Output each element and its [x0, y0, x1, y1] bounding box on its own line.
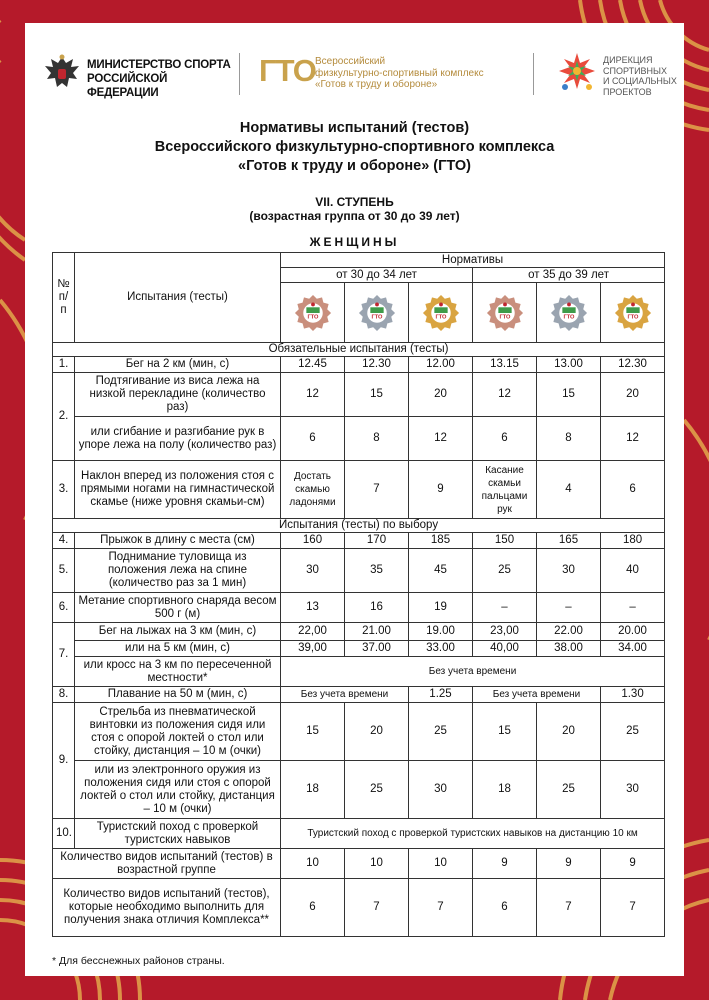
eagle-emblem-icon: [43, 53, 81, 93]
directorate-name: [603, 55, 677, 97]
norm-value: 10: [409, 849, 473, 879]
row-test: Наклон вперед из положения стоя с прямыми ногами на гимнастической скамье (ниже уровня скамьи-см): [75, 461, 281, 519]
norm-value: 12: [473, 373, 537, 417]
table-row: [53, 533, 665, 549]
norm-value: 10: [345, 849, 409, 879]
norm-value: 8: [345, 417, 409, 461]
norm-value: 160: [281, 533, 345, 549]
row-num: 9.: [53, 703, 75, 819]
norm-value: 185: [409, 533, 473, 549]
norm-value: 150: [473, 533, 537, 549]
medal-cell: [537, 283, 601, 343]
norm-value: 12.30: [345, 357, 409, 373]
table-row: [53, 549, 665, 593]
header: [25, 23, 684, 123]
footnote: * Для бесснежных районов страны.: [52, 955, 225, 967]
directorate-name-line-2: СПОРТИВНЫХ: [603, 65, 668, 76]
norm-value: 9: [601, 849, 665, 879]
table-row: [53, 623, 665, 641]
norm-value: Без учета времени: [281, 657, 665, 687]
medal-field: [370, 307, 383, 313]
table-row: [53, 417, 665, 461]
norm-value: 12.45: [281, 357, 345, 373]
norm-value: 22.00: [537, 623, 601, 641]
header-num: № п/п: [53, 253, 75, 343]
norm-value: 4: [537, 461, 601, 519]
row-test: Поднимание туловища из положения лежа на спине (количество раз за 1 мин): [75, 549, 281, 593]
medal-label: ГТО: [435, 314, 446, 321]
section-row: [53, 343, 665, 357]
gto-name-line-1: Всероссийский: [315, 56, 386, 67]
medal-field: [626, 307, 639, 313]
norm-value: 180: [601, 533, 665, 549]
table-row: [53, 357, 665, 373]
norm-value: 12.00: [409, 357, 473, 373]
row-test: Подтягивание из виса лежа на низкой перекладине (количество раз): [75, 373, 281, 417]
norm-value: 18: [281, 761, 345, 819]
norm-value: 30: [409, 761, 473, 819]
norm-value: 20: [345, 703, 409, 761]
header-tests: Испытания (тесты): [75, 253, 281, 343]
title-line-1: Нормативы испытаний (тестов): [239, 120, 470, 136]
norm-value: 25: [345, 761, 409, 819]
norm-value: 6: [281, 879, 345, 937]
norm-value: –: [537, 593, 601, 623]
medal-runner-head: [439, 302, 443, 306]
norm-value: 9: [537, 849, 601, 879]
gto-name-line-3: «Готов к труду и обороне»: [315, 79, 438, 90]
norm-value: 38.00: [537, 641, 601, 657]
medal-runner-head: [631, 302, 635, 306]
norm-value: 12.30: [601, 357, 665, 373]
norm-value: 13: [281, 593, 345, 623]
gto-mark: ГТО: [259, 53, 316, 88]
step-heading: [25, 195, 684, 223]
table-row: [53, 641, 665, 657]
norm-value: 12: [601, 417, 665, 461]
header-age-35-39: от 35 до 39 лет: [473, 268, 665, 283]
row-test: Количество видов испытаний (тестов) в возрастной группе: [53, 849, 281, 879]
gto-logo: [259, 51, 519, 97]
norm-value: 19: [409, 593, 473, 623]
norm-value: 20: [601, 373, 665, 417]
norm-value: 9: [473, 849, 537, 879]
table-row: [53, 819, 665, 849]
medal-label: ГТО: [371, 314, 382, 321]
norm-value: 25: [473, 549, 537, 593]
row-test: Прыжок в длину с места (см): [75, 533, 281, 549]
medal-label: ГТО: [627, 314, 639, 321]
norm-value: 40: [601, 549, 665, 593]
table-row: [53, 761, 665, 819]
norm-value: 12: [281, 373, 345, 417]
norm-value: 7: [601, 879, 665, 937]
title-line-2: Всероссийского физкультурно-спортивного комплекса: [154, 139, 555, 155]
table-row: [53, 657, 665, 687]
row-num: 2.: [53, 373, 75, 461]
row-num: 1.: [53, 357, 75, 373]
norm-value: 1.25: [409, 687, 473, 703]
title-line-3: «Готов к труду и обороне» (ГТО): [238, 158, 471, 174]
row-test: или кросс на 3 км по пересеченной местности*: [75, 657, 281, 687]
row-num: 3.: [53, 461, 75, 519]
row-num: 6.: [53, 593, 75, 623]
gto-name-line-2: физкультурно-спортивный комплекс: [315, 67, 484, 79]
norms-table: [52, 252, 665, 937]
row-test: Бег на лыжах на 3 км (мин, с): [75, 623, 281, 641]
bronze-medal-icon: [486, 294, 524, 332]
row-test: Метание спортивного снаряда весом 500 г (м): [75, 593, 281, 623]
norm-value: 6: [473, 879, 537, 937]
norm-value: 20: [537, 703, 601, 761]
norm-value: 22,00: [281, 623, 345, 641]
table-header-row: [53, 253, 665, 268]
age-group: (возрастная группа от 30 до 39 лет): [249, 209, 460, 223]
row-num: 5.: [53, 549, 75, 593]
medal-label: ГТО: [499, 314, 510, 321]
norm-value: 7: [537, 879, 601, 937]
medal-runner-head: [311, 302, 315, 306]
medal-cell: [601, 283, 665, 343]
row-test: Количество видов испытаний (тестов), которые необходимо выполнить для получения знака отличия Комплекса**: [53, 879, 281, 937]
norm-value: 1.30: [601, 687, 665, 703]
norm-value: 6: [473, 417, 537, 461]
row-test: Плавание на 50 м (мин, с): [75, 687, 281, 703]
norm-value: Достать скамью ладонями: [281, 461, 345, 519]
table-row: [53, 687, 665, 703]
row-test: Бег на 2 км (мин, с): [75, 357, 281, 373]
section-optional: Испытания (тесты) по выбору: [53, 519, 665, 533]
directorate-name-line-3: И СОЦИАЛЬНЫХ: [603, 76, 677, 86]
norm-value: 15: [473, 703, 537, 761]
norm-value: 170: [345, 533, 409, 549]
norm-value: Туристский поход с проверкой туристских навыков на дистанцию 10 км: [281, 819, 665, 849]
section-row: [53, 519, 665, 533]
medal-runner-head: [567, 302, 571, 306]
medal-runner-head: [503, 302, 507, 306]
medal-cell: [473, 283, 537, 343]
bronze-medal-icon: [294, 294, 332, 332]
norm-value: 30: [537, 549, 601, 593]
norm-value: 25: [409, 703, 473, 761]
directorate-logo: [555, 49, 684, 101]
table-row: [53, 593, 665, 623]
section-mandatory: Обязательные испытания (тесты): [53, 343, 665, 357]
directorate-name-line-1: ДИРЕКЦИЯ: [603, 55, 653, 65]
table-row: [53, 373, 665, 417]
gold-medal-icon: [422, 294, 460, 332]
gto-name: [315, 56, 484, 91]
directorate-name-line-4: ПРОЕКТОВ: [603, 86, 652, 97]
norm-value: 9: [409, 461, 473, 519]
norm-value: –: [473, 593, 537, 623]
row-test: или на 5 км (мин, с): [75, 641, 281, 657]
norm-value: 37.00: [345, 641, 409, 657]
poster-sheet: [25, 23, 684, 976]
norm-value: 18: [473, 761, 537, 819]
row-test: или сгибание и разгибание рук в упоре лежа на полу (количество раз): [75, 417, 281, 461]
norm-value: 16: [345, 593, 409, 623]
norm-value: 6: [601, 461, 665, 519]
norm-value: 15: [537, 373, 601, 417]
norm-value: 34.00: [601, 641, 665, 657]
header-norms: Нормативы: [281, 253, 665, 268]
norm-value: 7: [409, 879, 473, 937]
norm-value: 20.00: [601, 623, 665, 641]
norm-value: 30: [281, 549, 345, 593]
norm-value: 45: [409, 549, 473, 593]
row-num: 4.: [53, 533, 75, 549]
medal-field: [498, 307, 511, 313]
table-row: [53, 703, 665, 761]
header-divider: [239, 53, 240, 95]
norm-value: 25: [537, 761, 601, 819]
table-row: [53, 849, 665, 879]
norm-value: 21.00: [345, 623, 409, 641]
norm-value: 7: [345, 461, 409, 519]
norm-value: 40,00: [473, 641, 537, 657]
step-title: VII. СТУПЕНЬ: [315, 195, 394, 209]
ministry-name-line-2: РОССИЙСКОЙ ФЕДЕРАЦИИ: [87, 73, 168, 99]
row-num: 7.: [53, 623, 75, 687]
norm-value: 33.00: [409, 641, 473, 657]
norm-value: 6: [281, 417, 345, 461]
norm-value: Касание скамьи пальцами рук: [473, 461, 537, 519]
silver-medal-icon: [550, 294, 588, 332]
norm-value: 15: [281, 703, 345, 761]
medal-runner-head: [375, 302, 379, 306]
medal-field: [306, 307, 319, 313]
norm-value: 12: [409, 417, 473, 461]
norm-value: 25: [601, 703, 665, 761]
norm-value: 13.00: [537, 357, 601, 373]
medal-label: ГТО: [307, 314, 318, 321]
medal-field: [562, 307, 575, 313]
norm-value: 165: [537, 533, 601, 549]
norm-value: 23,00: [473, 623, 537, 641]
ministry-logo: [43, 51, 233, 97]
norm-value: 7: [345, 879, 409, 937]
row-num: 10.: [53, 819, 75, 849]
norm-value: 35: [345, 549, 409, 593]
ministry-name: [87, 58, 233, 100]
star-cluster-icon: [555, 51, 599, 95]
document-title: [25, 119, 684, 176]
medal-field: [434, 307, 447, 313]
norm-value: 19.00: [409, 623, 473, 641]
norm-value: –: [601, 593, 665, 623]
silver-medal-icon: [358, 294, 396, 332]
header-age-30-34: от 30 до 34 лет: [281, 268, 473, 283]
norm-value: 13.15: [473, 357, 537, 373]
norm-value: 39,00: [281, 641, 345, 657]
row-num: 8.: [53, 687, 75, 703]
medal-cell: [409, 283, 473, 343]
norm-value: 8: [537, 417, 601, 461]
ministry-name-line-1: МИНИСТЕРСТВО СПОРТА: [87, 59, 231, 71]
norm-value: 30: [601, 761, 665, 819]
row-test: Туристский поход с проверкой туристских навыков: [75, 819, 281, 849]
medal-label: ГТО: [563, 314, 574, 321]
norm-value: Без учета времени: [281, 687, 409, 703]
row-test: Стрельба из пневматической винтовки из положения сидя или стоя с опорой локтей о стол или стойку, дистанция – 10 м (очки): [75, 703, 281, 761]
header-divider: [533, 53, 534, 95]
medal-cell: [345, 283, 409, 343]
norm-value: Без учета времени: [473, 687, 601, 703]
gold-medal-icon: [614, 294, 652, 332]
table-row: [53, 461, 665, 519]
gender-heading: ЖЕНЩИНЫ: [309, 235, 400, 249]
norm-value: 20: [409, 373, 473, 417]
table-row: [53, 879, 665, 937]
medal-cell: [281, 283, 345, 343]
norm-value: 15: [345, 373, 409, 417]
norm-value: 10: [281, 849, 345, 879]
row-test: или из электронного оружия из положения сидя или стоя с опорой локтей о стол или стойку, дистанция – 10 м (очки): [75, 761, 281, 819]
